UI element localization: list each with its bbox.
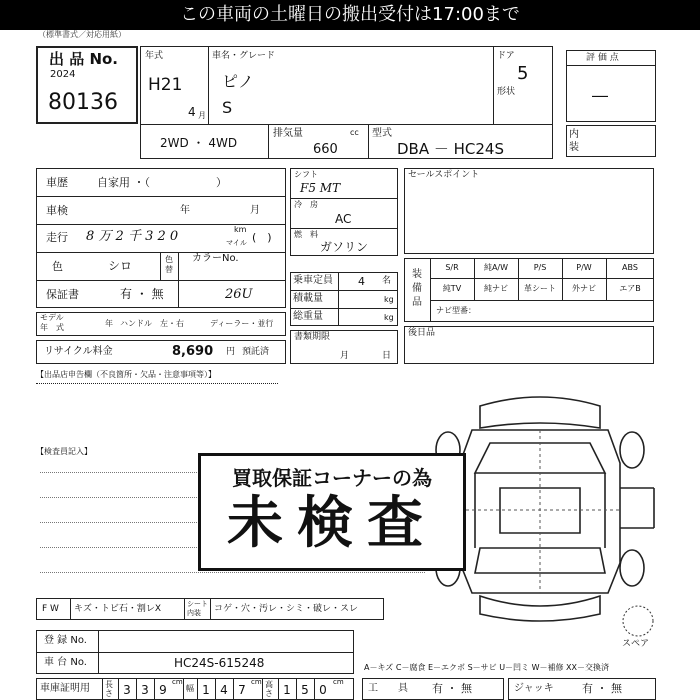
tools-value: 有 ・ 無	[432, 682, 472, 695]
cert-length-3: 9	[159, 683, 167, 697]
fw-label: F W	[42, 604, 59, 614]
registration-label: 登 録 No.	[44, 635, 87, 646]
car-grade: S	[222, 98, 233, 117]
docs-deadline-month: 月	[340, 351, 350, 361]
capacity-unit: 名	[382, 276, 392, 286]
shaken-year: 年	[180, 205, 190, 216]
mileage-unit-mile: マイル	[226, 239, 247, 247]
model-row-label1: モデル	[40, 313, 64, 322]
model-type-value: DBA － HC24S	[397, 140, 504, 158]
equip-ps: P/S	[533, 263, 547, 272]
sales-point-box	[404, 168, 654, 254]
recycle-label: リサイクル料金	[44, 346, 113, 357]
load-unit: kg	[384, 295, 394, 304]
chassis-value: HC24S-615248	[174, 656, 265, 670]
lot-year: 2024	[50, 69, 76, 80]
cert-length-unit: cm	[172, 678, 183, 686]
model-row-year: 年	[105, 319, 113, 328]
evaluation-value: ―	[592, 86, 608, 105]
model-year-month: 4	[188, 105, 196, 119]
displacement-unit: cc	[350, 128, 359, 137]
color-value: シロ	[108, 259, 133, 273]
color-change-label: 色替	[165, 255, 173, 274]
aircon-label: 冷 房	[294, 200, 318, 209]
inspector-notes-label: 【検査員記入】	[36, 447, 92, 456]
color-no-label: カラーNo.	[192, 253, 239, 264]
model-year-era: H21	[148, 75, 183, 95]
cert-width-3: 7	[238, 683, 246, 697]
fuel-value: ガソリン	[320, 240, 369, 254]
form-type: （標準書式／対応用紙）	[38, 30, 126, 39]
cert-length-label: 長さ	[105, 680, 113, 698]
interior-label: 内 装	[569, 129, 579, 153]
model-row-label2: 年 式	[40, 323, 64, 332]
shaken-month: 月	[250, 205, 260, 216]
door-value: 5	[517, 63, 529, 84]
shift-value: F5 MT	[300, 181, 341, 195]
jack-value: 有 ・ 無	[582, 682, 622, 695]
seller-notes-label: 【出品店申告欄（不良箇所・欠品・注意事項等）】	[36, 370, 216, 379]
stamp-line1: 買取保証コーナーの為	[232, 466, 432, 490]
equip-pw: P/W	[576, 263, 592, 272]
recycle-value: 8,690	[172, 344, 214, 359]
cert-width-label: 幅	[186, 684, 194, 693]
gross-unit: kg	[384, 313, 394, 322]
history-label: 車歴	[46, 176, 68, 189]
chassis-label: 車 台 No.	[44, 657, 87, 668]
displacement-label: 排気量	[273, 128, 303, 139]
load-label: 積載量	[293, 293, 323, 304]
capacity-label: 乗車定員	[293, 275, 333, 286]
capacity-value: 4	[358, 275, 365, 288]
evaluation-label: 評 価 点	[586, 53, 619, 63]
spare-label: スペア	[622, 639, 650, 649]
cert-label: 車庫証明用	[40, 683, 90, 694]
cert-length-1: 3	[123, 683, 131, 697]
model-row-dealer: ディーラー・並行	[210, 319, 274, 328]
mileage-label: 走行	[46, 231, 68, 244]
equipment-label: 装 備 品	[412, 269, 422, 308]
displacement-value: 660	[313, 142, 338, 157]
cert-height-unit: cm	[333, 678, 344, 686]
lot-number: 80136	[48, 90, 118, 115]
fw-scratches: キズ・トビ石・割レX	[74, 604, 161, 614]
cert-height-label: 高さ	[265, 680, 273, 698]
equip-ext-navi: 外ナビ	[572, 284, 596, 293]
docs-deadline-day: 日	[382, 351, 392, 361]
equip-abs: ABS	[622, 263, 638, 272]
mileage-paren: ( )	[252, 231, 272, 244]
banner-text: この車両の土曜日の搬出受付は17:00まで	[180, 4, 520, 25]
cert-length-2: 3	[141, 683, 149, 697]
damage-legend: A－キズ C－腐食 E－エクボ S－サビ U－凹ミ W－補修 XX－交換済	[364, 663, 610, 672]
mileage-value: 8 万 2 千 3 2 0	[86, 229, 179, 244]
after-parts-label: 後日品	[408, 328, 436, 338]
cert-width-1: 1	[202, 683, 210, 697]
recycle-unit: 円	[226, 347, 236, 357]
spare-tire-icon	[616, 604, 660, 638]
model-year-label: 年式	[145, 51, 164, 61]
jack-label: ジャッキ	[514, 683, 554, 694]
history-value: 自家用 ・（ ）	[97, 176, 227, 189]
shaken-label: 車検	[46, 204, 68, 217]
aircon-value: AC	[335, 212, 352, 226]
docs-deadline-label: 書類期限	[294, 332, 331, 342]
shape-label: 形状	[497, 87, 516, 97]
after-parts-box	[404, 326, 654, 364]
interior-box	[566, 125, 656, 157]
equip-navi: 純ナビ	[484, 284, 508, 293]
car-name: ピノ	[222, 72, 254, 91]
equip-aw: 純A/W	[483, 263, 509, 272]
fw-seat: シート内装	[187, 600, 208, 617]
door-label: ドア	[497, 51, 515, 61]
model-type-label: 型式	[372, 128, 392, 139]
cert-width-2: 4	[220, 683, 228, 697]
stamp-line2: 未検査	[227, 491, 437, 556]
color-no-value: 26U	[225, 287, 253, 302]
warranty-label: 保証書	[46, 288, 79, 301]
warranty-value: 有 ・ 無	[120, 287, 164, 301]
mileage-unit-km: km	[234, 225, 247, 234]
model-year-month-unit: 月	[198, 111, 206, 120]
fuel-label: 燃 料	[294, 230, 318, 239]
tools-label: 工 具	[368, 683, 408, 694]
recycle-note: 預託済	[242, 347, 270, 357]
equip-tv: 純TV	[442, 284, 462, 293]
car-name-label: 車名・グレード	[212, 51, 276, 61]
lot-label: 出 品 No.	[49, 50, 119, 68]
gross-label: 総重量	[293, 311, 323, 322]
color-label: 色	[52, 260, 63, 273]
cert-width-unit: cm	[251, 678, 262, 686]
sales-point-label: セールスポイント	[408, 170, 480, 180]
equip-airbag: エアB	[619, 284, 641, 293]
drive-type: 2WD ・ 4WD	[160, 136, 238, 150]
equip-leather: 革シート	[524, 284, 556, 293]
shift-label: シフト	[294, 170, 318, 179]
equip-sr: S/R	[445, 263, 459, 272]
cert-height-2: 5	[301, 683, 309, 697]
fw-defects: コゲ・穴・汚レ・シミ・破レ・スレ	[214, 604, 359, 614]
cert-height-1: 1	[283, 683, 291, 697]
model-row-handle: ハンドル 左・右	[120, 319, 184, 328]
cert-height-3: 0	[319, 683, 327, 697]
equip-navi-model: ナビ型番：	[436, 306, 476, 315]
